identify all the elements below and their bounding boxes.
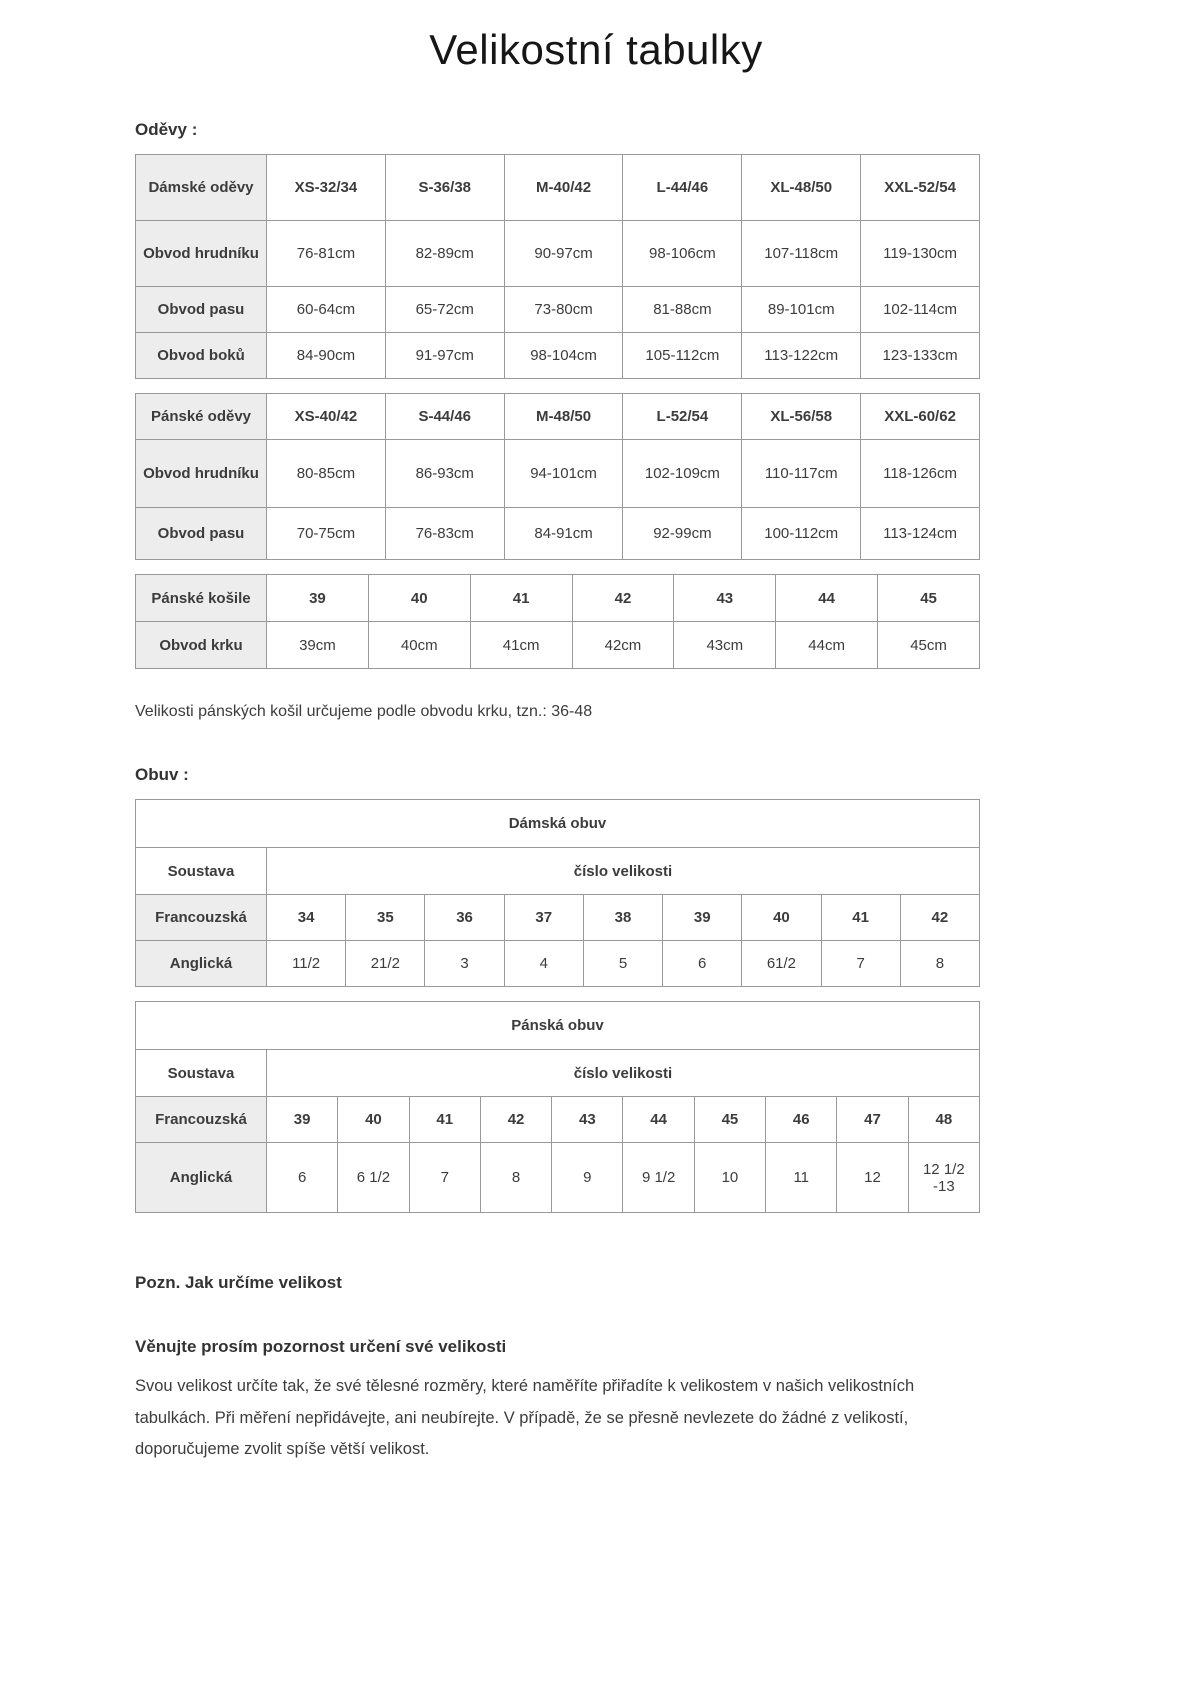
- size-number-label: číslo velikosti: [267, 1050, 980, 1097]
- cell: 41cm: [470, 622, 572, 669]
- cell: 45cm: [878, 622, 980, 669]
- cell: 107-118cm: [742, 221, 861, 287]
- cell: 4: [504, 941, 583, 987]
- cell: 9: [552, 1143, 623, 1213]
- cell: 40cm: [368, 622, 470, 669]
- cell: 84-90cm: [267, 333, 386, 379]
- row-label: Obvod pasu: [136, 287, 267, 333]
- cell: 47: [837, 1097, 908, 1143]
- size-header: XXL-52/54: [861, 155, 980, 221]
- cell: 76-81cm: [267, 221, 386, 287]
- row-label: Obvod hrudníku: [136, 221, 267, 287]
- cell: 80-85cm: [267, 440, 386, 508]
- attention-heading: Věnujte prosím pozornost určení své velikosti: [135, 1337, 507, 1356]
- cell: 92-99cm: [623, 508, 742, 560]
- cell: 94-101cm: [504, 440, 623, 508]
- cell: 61/2: [742, 941, 821, 987]
- cell: 86-93cm: [385, 440, 504, 508]
- row-label: Obvod boků: [136, 333, 267, 379]
- cell: 5: [583, 941, 662, 987]
- cell: 41: [409, 1097, 480, 1143]
- cell: 48: [908, 1097, 979, 1143]
- cell: 45: [694, 1097, 765, 1143]
- size-number-label: číslo velikosti: [267, 848, 980, 895]
- cell: 8: [480, 1143, 551, 1213]
- cell: 46: [766, 1097, 837, 1143]
- cell: 44cm: [776, 622, 878, 669]
- cell: 34: [267, 895, 346, 941]
- cell: 42: [900, 895, 979, 941]
- cell: 10: [694, 1143, 765, 1213]
- cell: 38: [583, 895, 662, 941]
- cell: 43cm: [674, 622, 776, 669]
- row-label: Obvod krku: [136, 622, 267, 669]
- cell: 12 1/2 -13: [908, 1143, 979, 1213]
- row-label: Francouzská: [136, 895, 267, 941]
- cell: 9 1/2: [623, 1143, 694, 1213]
- cell: 102-109cm: [623, 440, 742, 508]
- size-header: 44: [776, 575, 878, 622]
- cell: 76-83cm: [385, 508, 504, 560]
- size-header: 43: [674, 575, 776, 622]
- cell: 60-64cm: [267, 287, 386, 333]
- size-header: XL-56/58: [742, 394, 861, 440]
- cell: 113-122cm: [742, 333, 861, 379]
- table-title: Dámská obuv: [136, 800, 980, 848]
- size-header: 40: [368, 575, 470, 622]
- cell: 6: [663, 941, 742, 987]
- size-header: 42: [572, 575, 674, 622]
- cell: 39: [267, 1097, 338, 1143]
- row-label: Obvod hrudníku: [136, 440, 267, 508]
- cell: 44: [623, 1097, 694, 1143]
- cell: 3: [425, 941, 504, 987]
- cell: 35: [346, 895, 425, 941]
- cell: 65-72cm: [385, 287, 504, 333]
- size-header: 41: [470, 575, 572, 622]
- womens-shoes-table: [135, 799, 980, 987]
- cell: 119-130cm: [861, 221, 980, 287]
- mens-shoes-table: [135, 1001, 980, 1213]
- mens-shirts-table: [135, 574, 980, 669]
- clothing-section-heading: Oděvy :: [135, 120, 198, 139]
- cell: 84-91cm: [504, 508, 623, 560]
- size-header: XXL-60/62: [861, 394, 980, 440]
- cell: 37: [504, 895, 583, 941]
- size-header: M-48/50: [504, 394, 623, 440]
- table-corner-label: Pánské oděvy: [136, 394, 267, 440]
- cell: 105-112cm: [623, 333, 742, 379]
- note-heading: Pozn. Jak určíme velikost: [135, 1273, 342, 1292]
- attention-paragraph: Svou velikost určíte tak, že své tělesné rozměry, které naměříte přiřadíte k velikostem v našich velikostních tabulkách. Při měření nepřidávejte, ani neubírejte. V případě, že se přesně nevlezete do žádné z velikostí, doporučujeme zvolit spíše větší velikost.: [135, 1377, 915, 1459]
- cell: 8: [900, 941, 979, 987]
- document-page: [135, 0, 980, 1466]
- row-label: Anglická: [136, 1143, 267, 1213]
- cell: 7: [409, 1143, 480, 1213]
- size-header: L-44/46: [623, 155, 742, 221]
- cell: 42cm: [572, 622, 674, 669]
- table-title: Pánská obuv: [136, 1002, 980, 1050]
- cell: 7: [821, 941, 900, 987]
- cell: 73-80cm: [504, 287, 623, 333]
- cell: 81-88cm: [623, 287, 742, 333]
- system-label: Soustava: [136, 1050, 267, 1097]
- cell: 123-133cm: [861, 333, 980, 379]
- cell: 89-101cm: [742, 287, 861, 333]
- size-header: 45: [878, 575, 980, 622]
- row-label: Francouzská: [136, 1097, 267, 1143]
- cell: 40: [338, 1097, 409, 1143]
- table-corner-label: Pánské košile: [136, 575, 267, 622]
- cell: 40: [742, 895, 821, 941]
- shoes-section-heading: Obuv :: [135, 765, 189, 784]
- table-corner-label: Dámské oděvy: [136, 155, 267, 221]
- size-header: XS-40/42: [267, 394, 386, 440]
- cell: 98-104cm: [504, 333, 623, 379]
- cell: 100-112cm: [742, 508, 861, 560]
- size-header: M-40/42: [504, 155, 623, 221]
- size-header: XL-48/50: [742, 155, 861, 221]
- cell: 118-126cm: [861, 440, 980, 508]
- cell: 11/2: [267, 941, 346, 987]
- cell: 110-117cm: [742, 440, 861, 508]
- cell: 102-114cm: [861, 287, 980, 333]
- cell: 41: [821, 895, 900, 941]
- cell: 36: [425, 895, 504, 941]
- cell: 21/2: [346, 941, 425, 987]
- size-header: L-52/54: [623, 394, 742, 440]
- size-header: 39: [267, 575, 369, 622]
- womens-clothing-table: [135, 154, 980, 379]
- system-label: Soustava: [136, 848, 267, 895]
- cell: 90-97cm: [504, 221, 623, 287]
- page-title: Velikostní tabulky: [429, 26, 763, 73]
- cell: 98-106cm: [623, 221, 742, 287]
- cell: 12: [837, 1143, 908, 1213]
- cell: 113-124cm: [861, 508, 980, 560]
- cell: 91-97cm: [385, 333, 504, 379]
- row-label: Obvod pasu: [136, 508, 267, 560]
- size-header: XS-32/34: [267, 155, 386, 221]
- cell: 39: [663, 895, 742, 941]
- shirts-note: Velikosti pánských košil určujeme podle obvodu krku, tzn.: 36-48: [135, 703, 593, 720]
- cell: 39cm: [267, 622, 369, 669]
- cell: 70-75cm: [267, 508, 386, 560]
- row-label: Anglická: [136, 941, 267, 987]
- mens-clothing-table: [135, 393, 980, 560]
- size-header: S-44/46: [385, 394, 504, 440]
- cell: 6: [267, 1143, 338, 1213]
- cell: 6 1/2: [338, 1143, 409, 1213]
- cell: 43: [552, 1097, 623, 1143]
- cell: 11: [766, 1143, 837, 1213]
- cell: 42: [480, 1097, 551, 1143]
- cell: 82-89cm: [385, 221, 504, 287]
- size-header: S-36/38: [385, 155, 504, 221]
